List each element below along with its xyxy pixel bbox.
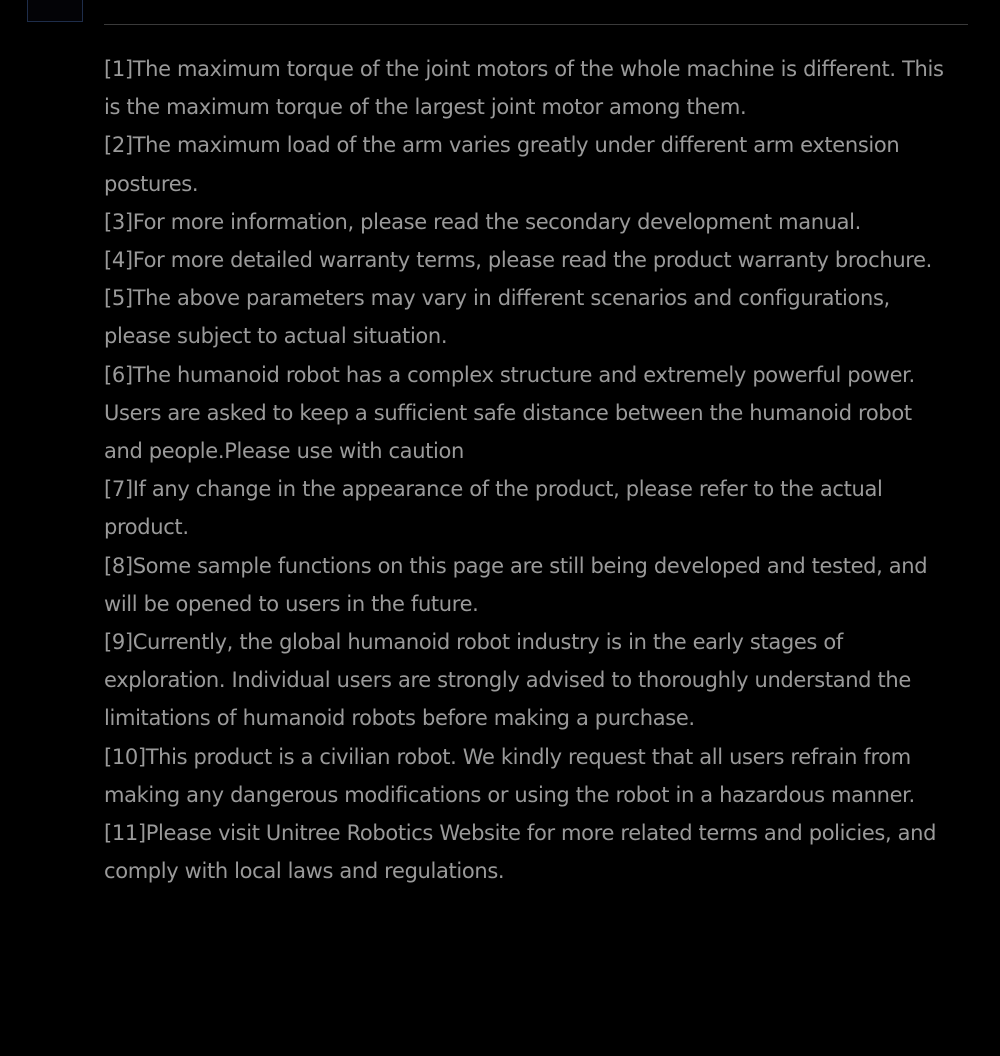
footnote-4: [4]For more detailed warranty terms, please read the product warranty brochure. — [104, 248, 933, 273]
footnote-9: [9]Currently, the global humanoid robot industry is in the early stages of exploration. Individual users are strongly advised to thoroughly understand the limitations of humanoid robots before making a purchase. — [104, 630, 911, 731]
footnote-11: [11]Please visit Unitree Robotics Website for more related terms and policies, and comply with local laws and regulations. — [104, 821, 937, 884]
footnote-8: [8]Some sample functions on this page are still being developed and tested, and will be opened to users in the future. — [104, 553, 928, 616]
footnote-5: [5]The above parameters may vary in different scenarios and configurations, please subject to actual situation. — [104, 286, 890, 349]
footnotes-list — [104, 50, 954, 890]
footnote-3: [3]For more information, please read the secondary development manual. — [104, 209, 861, 234]
section-icon-box — [27, 0, 83, 22]
footnote-10: [10]This product is a civilian robot. We kindly request that all users refrain from making any dangerous modifications or using the robot in a hazardous manner. — [104, 744, 915, 807]
footnote-2: [2]The maximum load of the arm varies greatly under different arm extension postures. — [104, 133, 900, 196]
footnote-6: [6]The humanoid robot has a complex structure and extremely powerful power. Users are asked to keep a sufficient safe distance between the humanoid robot and people.Please use with caution — [104, 362, 915, 464]
section-divider — [104, 24, 968, 25]
footnote-7: [7]If any change in the appearance of the product, please refer to the actual product. — [104, 477, 883, 540]
footnote-1: [1]The maximum torque of the joint motors of the whole machine is different. This is the maximum torque of the largest joint motor among them. — [104, 57, 944, 120]
